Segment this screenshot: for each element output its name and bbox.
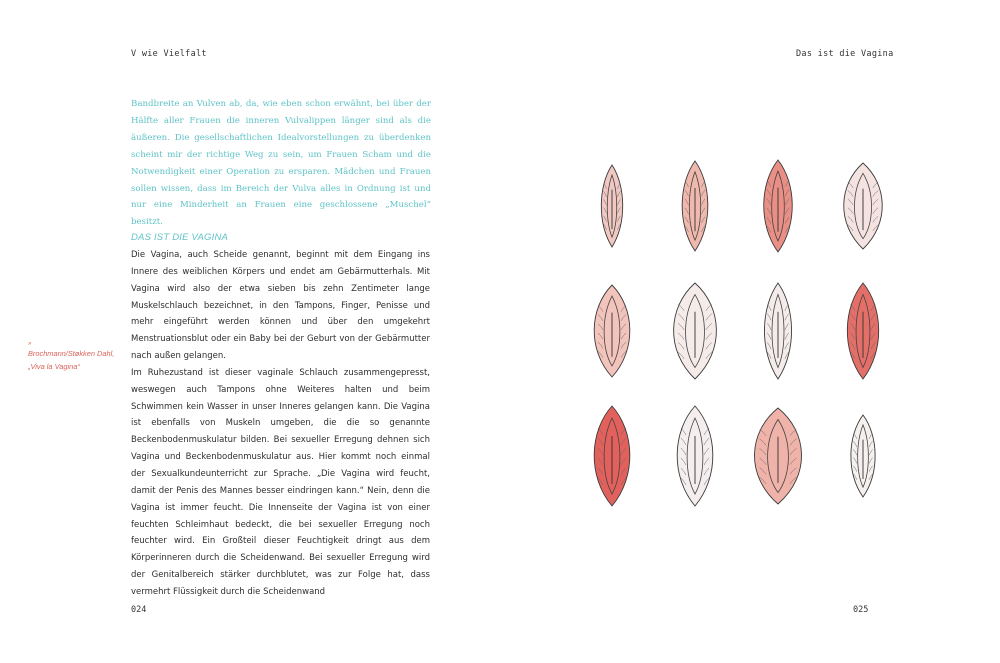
vulva-illustration-6	[660, 278, 730, 384]
vulva-illustration-5	[582, 280, 642, 382]
running-head-left: V wie Vielfalt	[131, 49, 207, 59]
vulva-illustration-9	[582, 401, 642, 511]
teal-intro-paragraph	[131, 96, 431, 231]
vulva-illustration-10	[665, 401, 725, 511]
teal-paragraph-text: Bandbreite an Vulven ab, da, wie eben schon erwähnt, bei über der Hälfte aller Frauen die inneren Vulvalippen länger sind als die äußeren. Die gesellschaftlichen Idealvorstellungen zu überdenken scheint mir der richtige Weg zu sein, um Frauen Scham und die Notwendigkeit einer Operation zu ersparen. Mädchen und Frauen sollen wissen, dass im Bereich der Vulva alles in Ordnung ist und nur eine Minderheit an Frauen eine geschlossene „Muschel“ besitzt.	[131, 99, 431, 228]
vulva-illustration-4	[831, 158, 895, 254]
vulva-illustration-1	[592, 160, 632, 252]
vulva-illustration-grid	[580, 148, 920, 518]
margin-note-title: „Viva la Vagina“	[28, 361, 80, 371]
vulva-illustration-3	[753, 155, 803, 257]
body-paragraph-2: Im Ruhezustand ist dieser vaginale Schlauch zusammengepresst, weswegen auch Tampons ohne Weiteres halten und beim Schwimmen kein Wasser in unser Inneres gelangen kann. Die Vagina ist ebenfalls von Muskeln umgeben, die die so genannte Beckenbodenmuskulatur bilden. Bei sexueller Erregung dehnen sich Vagina und Beckenbodenmuskulatur aus. Hier kommt noch einmal der Sexualkundeunterricht zur Sprache. „Die Vagina wird feucht, damit der Penis des Mannes besser eindringen kann.“ Nein, denn die Vagina ist immer feucht. Die Innenseite der Vagina ist von einer feuchten Schleimhaut bedeckt, die bei sexueller Erregung noch feuchter wird. Ein Großteil dieser Feuchtigkeit dringt aus dem Körperinneren durch die Scheidenwand. Bei sexueller Erregung wird der Genitalbereich stärker durchblutet, was zur Folge hat, dass vermehrt Flüssigkeit durch die Scheidenwand	[131, 367, 430, 597]
page-number-left: 024	[131, 605, 147, 615]
margin-note-source: Brochmann/Støkken Dahl,	[28, 349, 115, 358]
vulva-illustration-8	[836, 278, 890, 384]
body-text	[131, 247, 430, 601]
vulva-illustration-11	[740, 403, 816, 509]
page-number-right: 025	[853, 605, 869, 615]
margin-note	[28, 340, 128, 373]
body-paragraph-1: Die Vagina, auch Scheide genannt, beginnt mit dem Eingang ins Innere des weiblichen Körpers und endet am Gebärmutterhals. Mit Vagina wird also der etwa sieben bis zehn Zentimeter lange Muskelschlauch bezeichnet, in den Tampons, Finger, Penisse und mehr eingeführt werden können und über den umgekehrt Menstruationsblut oder ein Baby bei der Geburt von der Gebärmutter nach außen gelangen.	[131, 250, 430, 362]
vulva-illustration-12	[841, 410, 885, 502]
vulva-illustration-2	[672, 156, 718, 256]
running-head-right: Das ist die Vagina	[796, 49, 894, 59]
vulva-illustration-7	[754, 278, 802, 384]
section-heading: DAS IST DIE VAGINA	[131, 232, 229, 243]
margin-note-marker: »	[28, 341, 32, 347]
